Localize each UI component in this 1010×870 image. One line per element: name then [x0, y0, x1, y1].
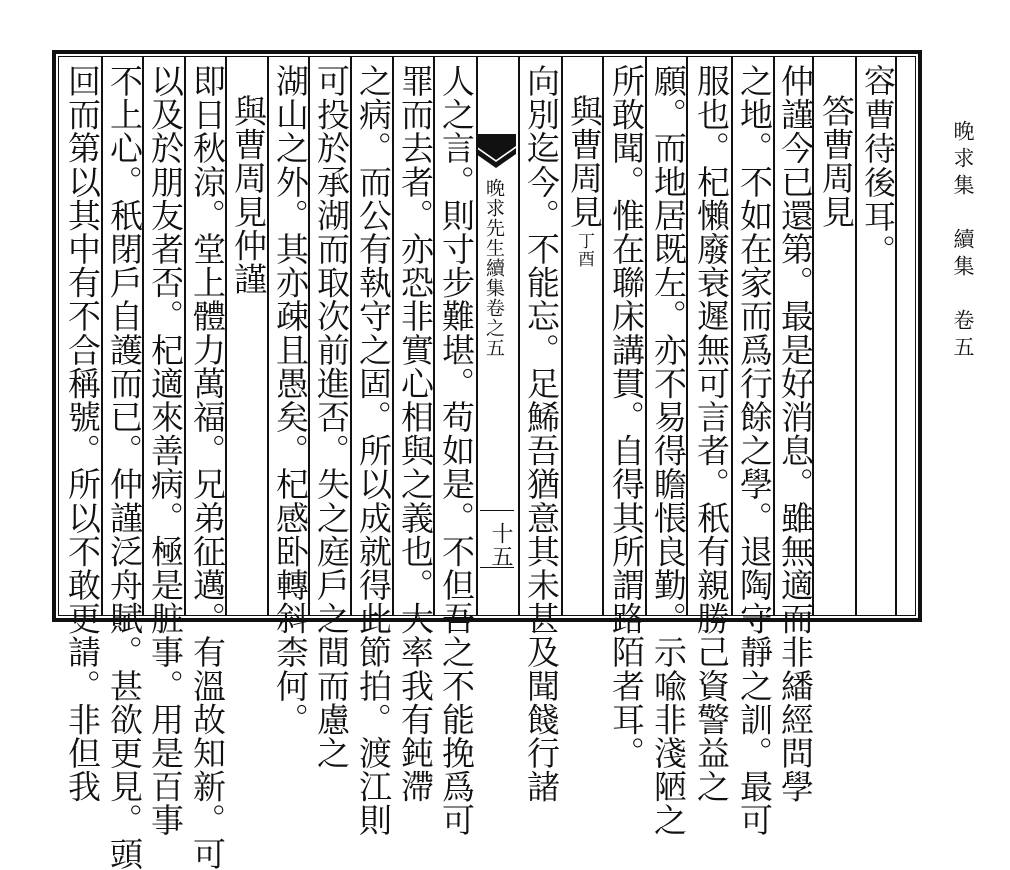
letter-heading: 與曹周見: [565, 94, 604, 229]
text-column-3: 仲謹今已還第。最是好消息。雖無適而非繙經問學: [776, 64, 815, 804]
text-column-7: 所敢聞。惟在聯床講貫。自得其所謂路陌者耳。: [607, 64, 646, 770]
text-column-8: [564, 64, 604, 268]
text-column-10: 人之言。則寸步難堪。苟如是。不但吾之不能挽爲可: [437, 64, 476, 837]
text-column-5: 服也。杞懶廢衰遲無可言者。秖有親勝己資警益之: [692, 64, 731, 804]
text-column-12: 之病。而公有執守之固。所以成就得此節拍。渡江則: [354, 64, 393, 837]
text-column-16: 即日秋涼。堂上體力萬福。兄弟征邁。有溫故知新。可: [188, 64, 227, 870]
text-column-19: 回而第以其中有不合稱號。所以不敢更請。非但我: [63, 64, 102, 804]
center-title: 晚求先生續集卷之五: [483, 178, 505, 358]
center-strip: [474, 130, 518, 550]
folio-number: 十五: [488, 522, 513, 568]
margin-note: 晚求集 續集 卷五: [951, 120, 975, 363]
date-note: 丁酉: [574, 232, 594, 269]
text-column-13: 可投於承湖而取次前進否。失之庭戶之間而慮之: [312, 64, 351, 770]
text-column-2: 答曹周見: [817, 94, 856, 229]
text-column-17: 以及於朋友者否。杞適來善病。極是脏事。用是百事: [146, 64, 185, 837]
text-column-4: 之地。不如在家而爲行餘之學。退陶守靜之訓。最可: [735, 64, 774, 837]
text-column-1: 容曹待後耳。: [859, 64, 897, 268]
text-column-18: 不上心。秖閉戶自護而已。仲謹泛舟賦。甚欲更見。頭: [105, 64, 144, 870]
column-rule: [518, 57, 520, 615]
text-column-6: 願。而地居既左。亦不易得瞻悵良勤。示喩非淺陋之: [649, 64, 688, 837]
text-column-9: 向別迄今。不能忘。足鯑吾猶意其未甚及聞餞行諸: [522, 64, 561, 804]
fish-tail-ornament: [474, 130, 518, 176]
text-column-15: 與曹周見仲謹: [229, 94, 268, 296]
column-rule: [731, 57, 733, 615]
text-column-11: 罪而去者。亦恐非實心相與之義也。大率我有鈍滯: [396, 64, 435, 804]
column-rule: [561, 57, 563, 615]
text-column-14: 湖山之外。其亦疎且愚矣。杞感卧轉斜柰何。: [271, 64, 310, 736]
